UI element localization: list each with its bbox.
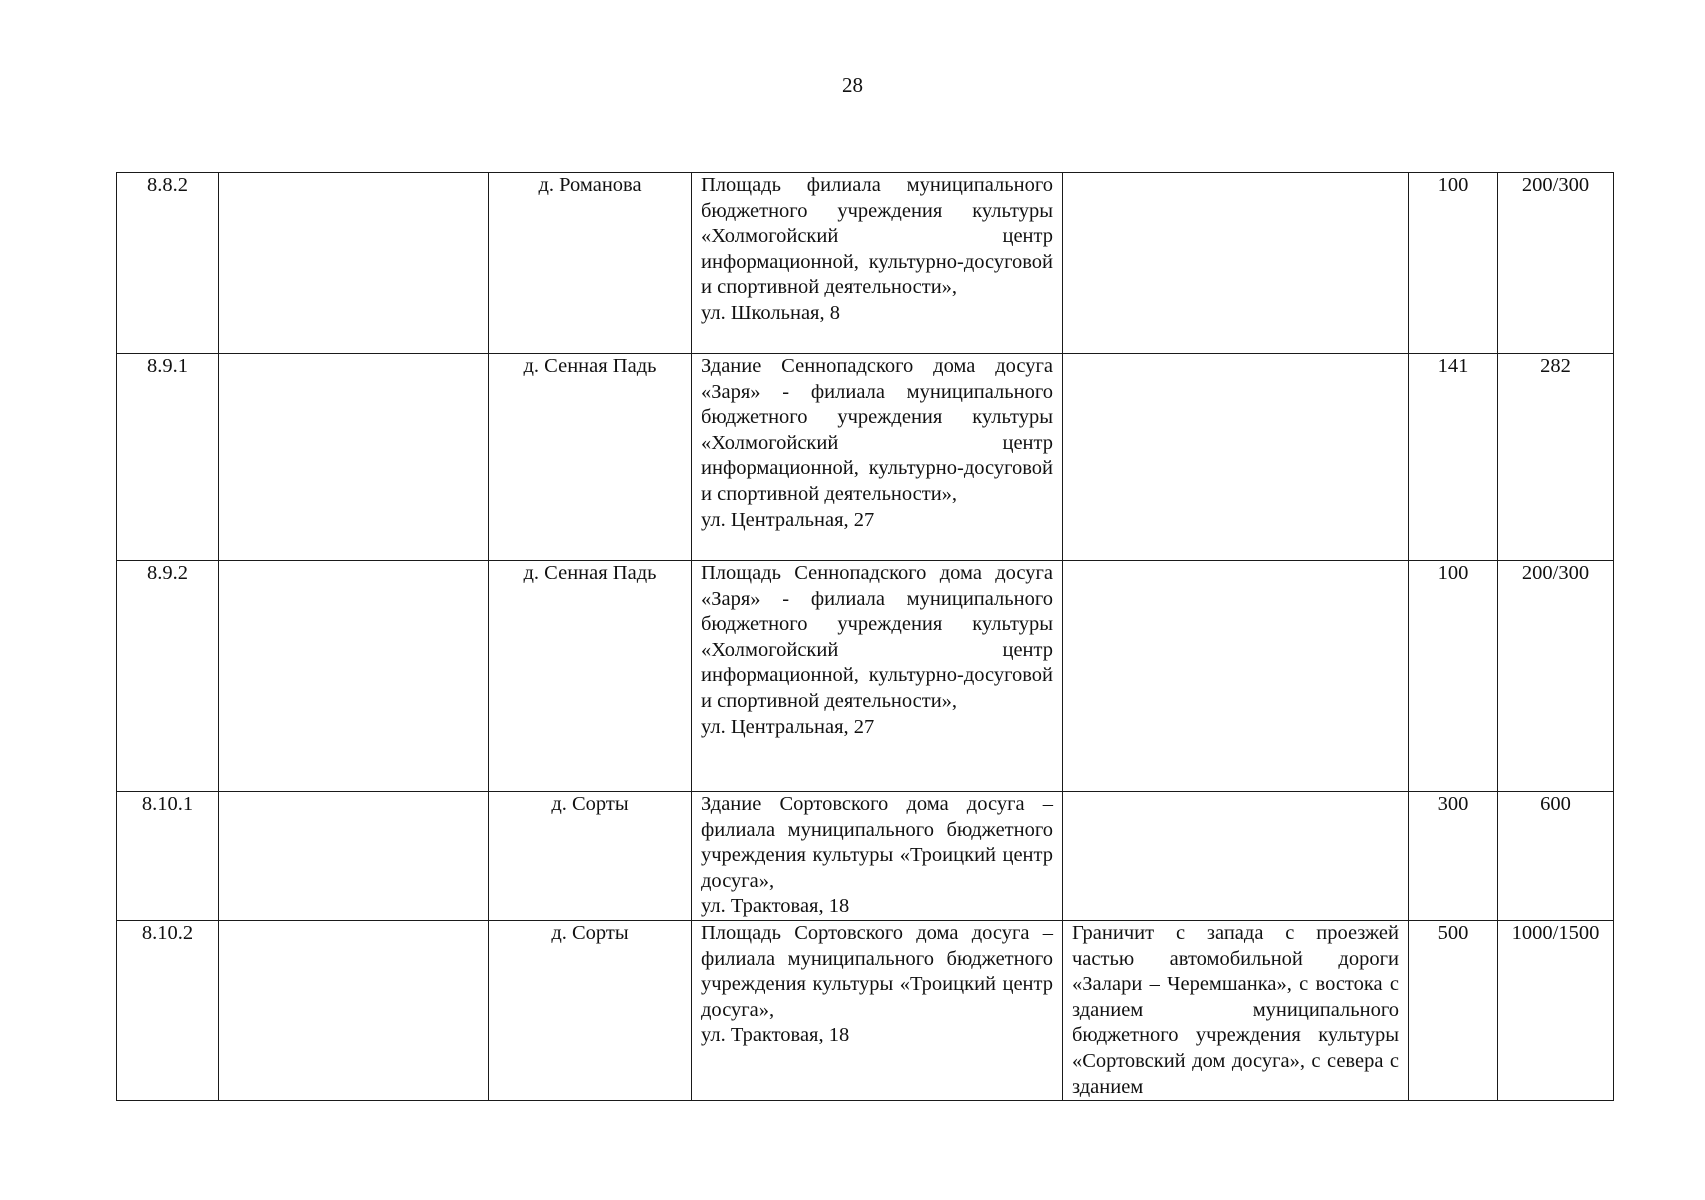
object-address: ул. Трактовая, 18 [701, 895, 850, 918]
row-number: 8.9.1 [117, 354, 219, 561]
object-description-cell [692, 561, 1063, 792]
table-row [117, 921, 1614, 1101]
empty-cell [219, 792, 489, 921]
table-row [117, 561, 1614, 792]
boundary-cell [1063, 561, 1409, 792]
row-number: 8.9.2 [117, 561, 219, 792]
object-description-cell [692, 354, 1063, 561]
settlement-cell: д. Сорты [489, 792, 692, 921]
value-cell: 300 [1409, 792, 1498, 921]
boundary-cell [1063, 173, 1409, 354]
ratio-cell: 600 [1498, 792, 1614, 921]
page-number: 28 [842, 73, 863, 97]
object-address: ул. Центральная, 27 [701, 715, 875, 738]
row-number: 8.10.2 [117, 921, 219, 1101]
table-row [117, 354, 1614, 561]
empty-cell [219, 561, 489, 792]
object-address: ул. Школьная, 8 [701, 301, 840, 324]
zones-table [116, 172, 1614, 1101]
object-description-cell [692, 921, 1063, 1101]
object-description: Здание Сортовского дома досуга – филиала муниципального бюджетного учреждения культуры «Троицкий центр досуга», [701, 793, 1053, 892]
ratio-cell: 200/300 [1498, 561, 1614, 792]
row-number: 8.10.1 [117, 792, 219, 921]
ratio-cell: 1000/1500 [1498, 921, 1614, 1101]
table-row [117, 173, 1614, 354]
ratio-cell: 200/300 [1498, 173, 1614, 354]
value-cell: 141 [1409, 354, 1498, 561]
value-cell: 100 [1409, 173, 1498, 354]
value-cell: 500 [1409, 921, 1498, 1101]
row-number: 8.8.2 [117, 173, 219, 354]
settlement-cell: д. Сорты [489, 921, 692, 1101]
object-address: ул. Центральная, 27 [701, 508, 875, 531]
object-description-cell [692, 173, 1063, 354]
settlement-cell: д. Сенная Падь [489, 354, 692, 561]
settlement-cell: д. Сенная Падь [489, 561, 692, 792]
empty-cell [219, 921, 489, 1101]
object-description-cell [692, 792, 1063, 921]
object-description: Здание Сеннопадского дома досуга «Заря» - филиала муниципального бюджетного учреждения культуры «Холмогойский центр информационной, культурно-досуговой и спортивной деятельности», [701, 355, 1053, 505]
object-description: Площадь Сеннопадского дома досуга «Заря» - филиала муниципального бюджетного учреждения культуры «Холмогойский центр информационной, культурно-досуговой и спортивной деятельности», [701, 562, 1053, 712]
empty-cell [219, 173, 489, 354]
value-cell: 100 [1409, 561, 1498, 792]
boundary-cell: Граничит с запада с проезжей частью автомобильной дороги «Залари – Черемшанка», с востока с зданием муниципального бюджетного учреждения культуры «Сортовский дом досуга», с севера с зданием [1063, 921, 1409, 1101]
ratio-cell: 282 [1498, 354, 1614, 561]
object-address: ул. Трактовая, 18 [701, 1024, 850, 1047]
object-description: Площадь Сортовского дома досуга – филиала муниципального бюджетного учреждения культуры «Троицкий центр досуга», [701, 922, 1053, 1021]
table-row [117, 792, 1614, 921]
boundary-cell [1063, 354, 1409, 561]
object-description: Площадь филиала муниципального бюджетного учреждения культуры «Холмогойский центр информационной, культурно-досуговой и спортивной деятельности», [701, 174, 1053, 299]
empty-cell [219, 354, 489, 561]
settlement-cell: д. Романова [489, 173, 692, 354]
boundary-cell [1063, 792, 1409, 921]
